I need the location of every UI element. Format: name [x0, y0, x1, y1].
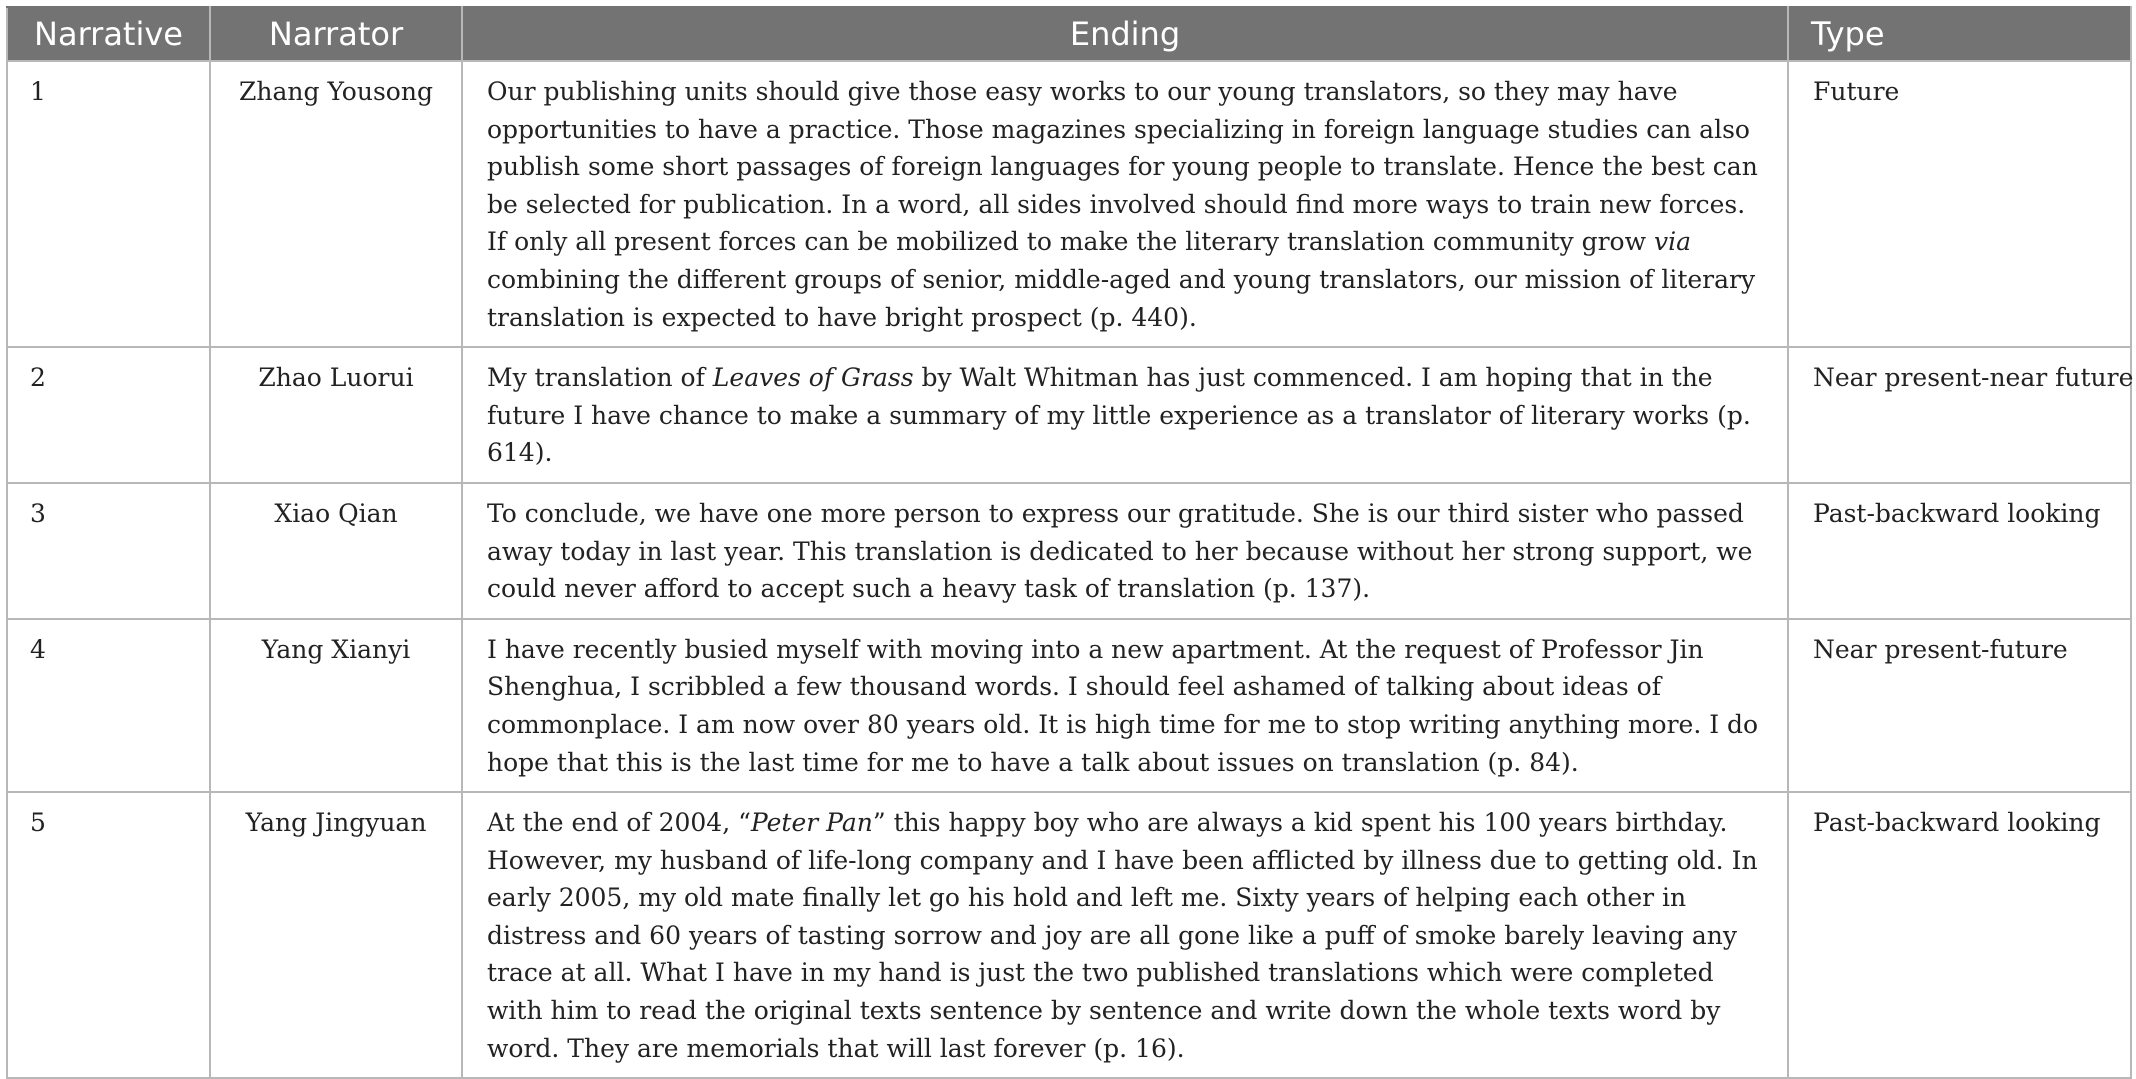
ending-text — [462, 483, 1788, 619]
ending-text-part: I have recently busied myself with moving into a new apartment. At the request of Professor Jin Shenghua, I scribbled a few thousand words. I should feel ashamed of talking about ideas of commonplace. I am now over 80 years old. It is high time for me to stop writing anything more. I do hope that this is the last time for me to have a talk about issues on translation (p. 84). — [487, 634, 1759, 777]
narrator-name: Yang Jingyuan — [210, 792, 462, 1078]
header-ending: Ending — [462, 7, 1788, 61]
ending-type: Near present-future — [1788, 619, 2131, 792]
narrative-endings-table-container — [6, 6, 2134, 1079]
ending-text-italic: Peter Pan — [750, 808, 873, 838]
narrative-number: 5 — [7, 792, 210, 1078]
narrator-name: Xiao Qian — [210, 483, 462, 619]
ending-text — [462, 792, 1788, 1078]
table-body — [7, 61, 2134, 1078]
narrative-endings-table — [6, 6, 2132, 1079]
table-row — [7, 483, 2131, 619]
narrator-name: Zhao Luorui — [210, 347, 462, 483]
table-header — [7, 7, 2131, 61]
ending-type: Future — [1788, 61, 2131, 347]
ending-text-part: My translation of — [487, 363, 713, 393]
table-row — [7, 61, 2131, 347]
narrative-number: 4 — [7, 619, 210, 792]
ending-text-part: ” this happy boy who are always a kid spent his 100 years birthday. However, my husband of life-long company and I have been afflicted by illness due to getting old. In early 2005, my old mate finally let go his hold and left me. Sixty years of helping each other in distress and 60 years of tasting sorrow and joy are all gone like a puff of smoke barely leaving any trace at all. What I have in my hand is just the two published translations which were completed with him to read the original texts sentence by sentence and write down the whole texts word by word. They are memorials that will last forever (p. 16). — [487, 808, 1758, 1063]
ending-text — [462, 61, 1788, 347]
ending-text-part: To conclude, we have one more person to express our gratitude. She is our third sister who passed away today in last year. This translation is dedicated to her because without her strong support, we could never afford to accept such a heavy task of translation (p. 137). — [487, 498, 1753, 604]
ending-text-part: by Walt Whitman has just commenced. I am hoping that in the future I have chance to make a summary of my little experience as a translator of literary works (p. 614). — [487, 363, 1751, 468]
ending-type: Past-backward looking — [1788, 483, 2131, 619]
table-row — [7, 347, 2131, 483]
ending-type: Past-backward looking — [1788, 792, 2131, 1078]
narrative-number: 1 — [7, 61, 210, 347]
ending-text-italic: via — [1653, 227, 1691, 257]
header-narrative: Narrative — [7, 7, 210, 61]
narrator-name: Yang Xianyi — [210, 619, 462, 792]
ending-type: Near present-near future — [1788, 347, 2131, 483]
table-row — [7, 619, 2131, 792]
ending-text — [462, 347, 1788, 483]
narrative-number: 3 — [7, 483, 210, 619]
ending-text-italic: Leaves of Grass — [712, 363, 914, 393]
ending-text-part: Our publishing units should give those easy works to our young translators, so they may have opportunities to have a practice. Those magazines specializing in foreign language studies can also publish some short passages of foreign languages for young people to translate. Hence the best can be selected for publication. In a word, all sides involved should find more ways to train new forces. If only all present forces can be mobilized to make the literary translation community grow — [487, 77, 1758, 257]
ending-text — [462, 619, 1788, 792]
ending-text-part: combining the different groups of senior, middle-aged and young translators, our mission of literary translation is expected to have bright prospect (p. 440). — [487, 264, 1756, 332]
narrator-name: Zhang Yousong — [210, 61, 462, 347]
table-row — [7, 792, 2131, 1078]
header-type: Type — [1788, 7, 2131, 61]
header-narrator: Narrator — [210, 7, 462, 61]
ending-text-part: At the end of 2004, “ — [487, 808, 751, 838]
header-row — [7, 7, 2131, 61]
narrative-number: 2 — [7, 347, 210, 483]
